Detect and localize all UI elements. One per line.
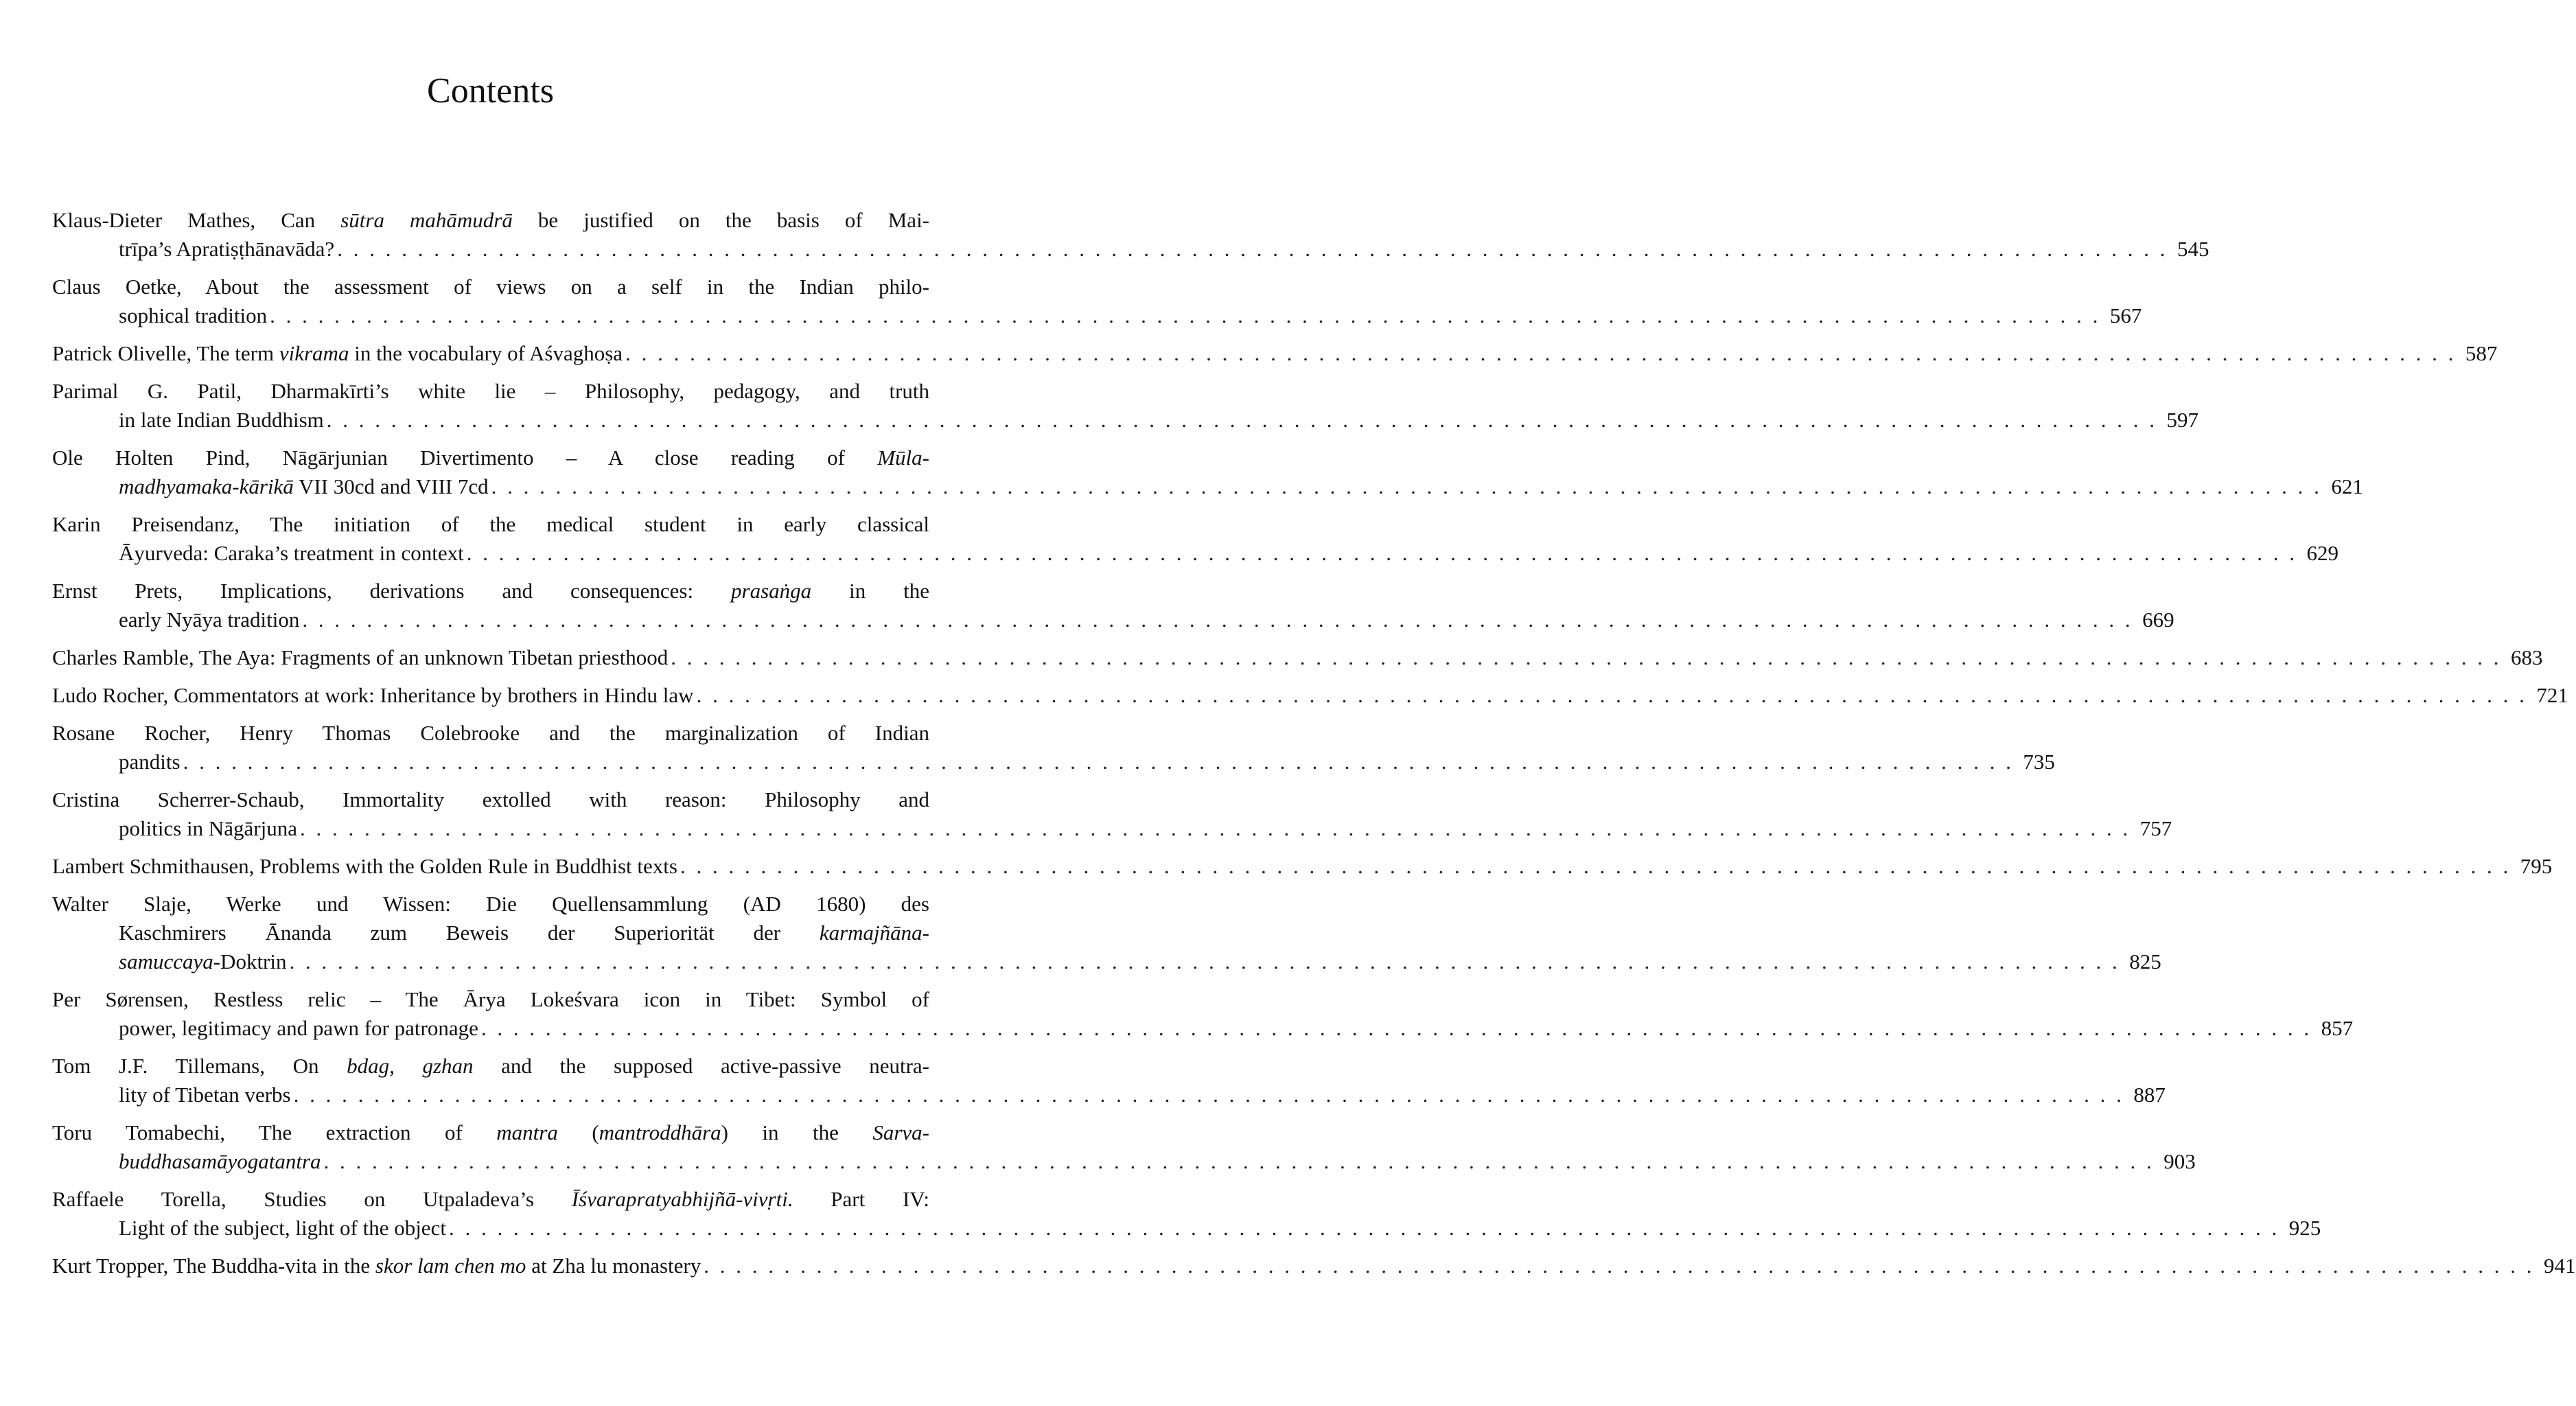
table-of-contents xyxy=(52,206,2576,1289)
dot-leader: . . . . . . . . . . . . . . . . . . . . . . . . . . . . . . . . . . . . . . . . . . . . . . . . . . . . . . . . . . . . . . . . . . . . . . . . . . . . . . . . . . . . . . . . . . . . . . . . . . . . . . . . . . . . . . . . . . xyxy=(300,816,2131,840)
text-segment: sophical tradition xyxy=(119,303,268,327)
toc-entry-final-line xyxy=(52,406,2199,435)
text-segment: in the xyxy=(811,579,929,603)
italic-title-segment: skor lam chen mo xyxy=(375,1254,526,1278)
page-number: 669 xyxy=(2142,608,2174,632)
dot-leader: . . . . . . . . . . . . . . . . . . . . . . . . . . . . . . . . . . . . . . . . . . . . . . . . . . . . . . . . . . . . . . . . . . . . . . . . . . . . . . . . . . . . . . . . . . . . . . . . . . . . . . . . . . . . . . . . . . xyxy=(183,750,2014,774)
text-segment: pandits xyxy=(119,750,181,774)
toc-entry-final-line xyxy=(52,1147,2196,1176)
toc-entry-final-line xyxy=(52,681,2568,710)
toc-entry-text xyxy=(119,748,181,776)
page-number: 621 xyxy=(2331,474,2363,498)
toc-entry-final-line xyxy=(52,235,2209,264)
text-segment: in late Indian Buddhism xyxy=(119,408,324,432)
toc-entry-line xyxy=(52,719,929,748)
toc-entry-line xyxy=(52,510,929,539)
text-segment: Rosane Rocher, Henry Thomas Colebrooke and the marginalization of Indian xyxy=(52,721,929,745)
italic-title-segment: prasaṅga xyxy=(731,579,812,603)
text-segment: Kaschmirers Ānanda zum Beweis der Superiorität der xyxy=(119,921,820,945)
italic-title-segment: mantra xyxy=(496,1120,558,1144)
page-number: 757 xyxy=(2139,816,2172,840)
toc-entry-text xyxy=(119,472,489,501)
text-segment: VII 30cd and VIII 7cd xyxy=(293,474,489,498)
toc-entry-text xyxy=(119,947,287,976)
toc-entry-text xyxy=(119,814,297,843)
toc-entry-line xyxy=(52,577,929,606)
dot-leader: . . . . . . . . . . . . . . . . . . . . . . . . . . . . . . . . . . . . . . . . . . . . . . . . . . . . . . . . . . . . . . . . . . . . . . . . . . . . . . . . . . . . . . . . . . . . . . . . . . . . . . . . . . . . . . . . . . xyxy=(293,1083,2124,1107)
text-segment: ) in the xyxy=(721,1120,873,1144)
toc-entry xyxy=(52,443,2363,501)
text-segment: Parimal G. Patil, Dharmakīrti’s white lie – Philosophy, pedagogy, and truth xyxy=(52,379,929,403)
italic-title-segment: buddhasamāyogatantra xyxy=(119,1149,321,1173)
toc-entry-line xyxy=(52,443,929,472)
toc-entry xyxy=(52,681,2568,710)
toc-entry xyxy=(52,719,2055,776)
toc-entry-line xyxy=(52,1185,929,1214)
toc-entry xyxy=(52,206,2209,264)
page-title: Contents xyxy=(427,71,554,111)
text-segment: at Zha lu monastery xyxy=(526,1254,701,1278)
text-segment: power, legitimacy and pawn for patronage xyxy=(119,1016,478,1040)
text-segment: early Nyāya tradition xyxy=(119,608,300,632)
toc-entry xyxy=(52,852,2553,881)
toc-entry-line xyxy=(52,273,929,301)
page-number: 629 xyxy=(2306,541,2339,565)
page-number: 683 xyxy=(2510,645,2543,669)
text-segment: Per Sørensen, Restless relic – The Ārya Lokeśvara icon in Tibet: Symbol of xyxy=(52,987,929,1011)
toc-entry-final-line xyxy=(52,539,2339,568)
dot-leader: . . . . . . . . . . . . . . . . . . . . . . . . . . . . . . . . . . . . . . . . . . . . . . . . . . . . . . . . . . . . . . . . . . . . . . . . . . . . . . . . . . . . . . . . . . . . . . . . . . . . . . . . . . . . . . . . . . xyxy=(289,949,2120,973)
toc-entry-line xyxy=(52,785,929,814)
toc-entry xyxy=(52,643,2543,672)
toc-entry-final-line xyxy=(52,472,2363,501)
text-segment: Karin Preisendanz, The initiation of the medical student in early classical xyxy=(52,512,929,536)
toc-entry-text xyxy=(52,1252,701,1280)
text-segment: lity of Tibetan verbs xyxy=(119,1083,291,1107)
toc-entry-text xyxy=(119,1147,321,1176)
italic-title-segment: mantroddhāra xyxy=(599,1120,721,1144)
toc-entry-text xyxy=(52,681,694,710)
dot-leader: . . . . . . . . . . . . . . . . . . . . . . . . . . . . . . . . . . . . . . . . . . . . . . . . . . . . . . . . . . . . . . . . . . . . . . . . . . . . . . . . . . . . . . . . . . . . . . . . . . . . . . . . . . . . . . . . . . xyxy=(680,854,2511,878)
page-number: 735 xyxy=(2023,750,2055,774)
toc-entry-text xyxy=(52,852,677,881)
italic-title-segment: vikrama xyxy=(279,341,349,365)
text-segment: Ludo Rocher, Commentators at work: Inheritance by brothers in Hindu law xyxy=(52,683,694,707)
text-segment: Claus Oetke, About the assessment of views on a self in the Indian philo- xyxy=(52,275,929,299)
toc-entry-final-line xyxy=(52,339,2498,368)
toc-entry-text xyxy=(119,1014,478,1043)
italic-title-segment: Sarva- xyxy=(872,1120,929,1144)
dot-leader: . . . . . . . . . . . . . . . . . . . . . . . . . . . . . . . . . . . . . . . . . . . . . . . . . . . . . . . . . . . . . . . . . . . . . . . . . . . . . . . . . . . . . . . . . . . . . . . . . . . . . . . . . . . . . . . . . . xyxy=(326,408,2158,432)
page-number: 825 xyxy=(2129,949,2161,973)
toc-entry-final-line xyxy=(52,814,2172,843)
text-segment: Charles Ramble, The Aya: Fragments of an unknown Tibetan priesthood xyxy=(52,645,669,669)
dot-leader: . . . . . . . . . . . . . . . . . . . . . . . . . . . . . . . . . . . . . . . . . . . . . . . . . . . . . . . . . . . . . . . . . . . . . . . . . . . . . . . . . . . . . . . . . . . . . . . . . . . . . . . . . . . . . . . . . . xyxy=(337,237,2168,261)
dot-leader: . . . . . . . . . . . . . . . . . . . . . . . . . . . . . . . . . . . . . . . . . . . . . . . . . . . . . . . . . . . . . . . . . . . . . . . . . . . . . . . . . . . . . . . . . . . . . . . . . . . . . . . . . . . . . . . . . . xyxy=(270,303,2101,327)
text-segment: be justified on the basis of Mai- xyxy=(512,208,930,232)
dot-leader: . . . . . . . . . . . . . . . . . . . . . . . . . . . . . . . . . . . . . . . . . . . . . . . . . . . . . . . . . . . . . . . . . . . . . . . . . . . . . . . . . . . . . . . . . . . . . . . . . . . . . . . . . . . . . . . . . . xyxy=(448,1216,2280,1240)
toc-entry-final-line xyxy=(52,748,2055,776)
page-number: 903 xyxy=(2163,1149,2196,1173)
toc-entry-final-line xyxy=(52,301,2142,330)
page-number: 941 xyxy=(2544,1254,2576,1278)
toc-entry-line xyxy=(52,985,929,1014)
page-number: 597 xyxy=(2166,408,2199,432)
page-number: 887 xyxy=(2133,1083,2166,1107)
text-segment: Toru Tomabechi, The extraction of xyxy=(52,1120,497,1144)
toc-entry-line xyxy=(52,1052,929,1081)
toc-entry-final-line xyxy=(52,1252,2576,1280)
toc-entry-final-line xyxy=(52,643,2543,672)
italic-title-segment: madhyamaka-kārikā xyxy=(119,474,294,498)
toc-entry-final-line xyxy=(52,1081,2166,1109)
italic-title-segment: bdag, gzhan xyxy=(347,1054,474,1078)
toc-entry-text xyxy=(52,643,668,672)
italic-title-segment: Īśvarapratyabhijñā-vivṛti. xyxy=(571,1187,793,1211)
text-segment: Cristina Scherrer-Schaub, Immortality extolled with reason: Philosophy and xyxy=(52,787,929,811)
toc-entry-text xyxy=(119,301,267,330)
toc-entry xyxy=(52,1118,2196,1176)
italic-title-segment: sūtra mahāmudrā xyxy=(340,208,513,232)
dot-leader: . . . . . . . . . . . . . . . . . . . . . . . . . . . . . . . . . . . . . . . . . . . . . . . . . . . . . . . . . . . . . . . . . . . . . . . . . . . . . . . . . . . . . . . . . . . . . . . . . . . . . . . . . . . . . . . . . . xyxy=(323,1149,2155,1173)
toc-entry-final-line xyxy=(52,606,2174,634)
page-number: 857 xyxy=(2321,1016,2354,1040)
toc-entry-line xyxy=(52,206,929,235)
text-segment: Lambert Schmithausen, Problems with the Golden Rule in Buddhist texts xyxy=(52,854,677,878)
text-segment: in the vocabulary of Aśvaghoṣa xyxy=(349,341,623,365)
toc-entry xyxy=(52,1185,2321,1243)
text-segment: Kurt Tropper, The Buddha-vita in the xyxy=(52,1254,375,1278)
dot-leader: . . . . . . . . . . . . . . . . . . . . . . . . . . . . . . . . . . . . . . . . . . . . . . . . . . . . . . . . . . . . . . . . . . . . . . . . . . . . . . . . . . . . . . . . . . . . . . . . . . . . . . . . . . . . . . . . . . xyxy=(466,541,2297,565)
toc-entry-text xyxy=(119,1081,291,1109)
toc-entry-final-line xyxy=(52,1014,2354,1043)
toc-entry xyxy=(52,785,2172,843)
toc-entry-text xyxy=(119,1214,446,1243)
text-segment: politics in Nāgārjuna xyxy=(119,816,297,840)
toc-entry-text xyxy=(119,539,464,568)
toc-entry-final-line xyxy=(52,852,2553,881)
toc-entry-text xyxy=(119,406,324,435)
toc-entry xyxy=(52,1052,2166,1109)
text-segment: Light of the subject, light of the object xyxy=(119,1216,446,1240)
toc-entry xyxy=(52,510,2339,568)
italic-title-segment: karmajñāna- xyxy=(819,921,929,945)
toc-entry xyxy=(52,577,2174,634)
page-number: 587 xyxy=(2465,341,2498,365)
dot-leader: . . . . . . . . . . . . . . . . . . . . . . . . . . . . . . . . . . . . . . . . . . . . . . . . . . . . . . . . . . . . . . . . . . . . . . . . . . . . . . . . . . . . . . . . . . . . . . . . . . . . . . . . . . . . . . . . . . xyxy=(704,1254,2535,1278)
dot-leader: . . . . . . . . . . . . . . . . . . . . . . . . . . . . . . . . . . . . . . . . . . . . . . . . . . . . . . . . . . . . . . . . . . . . . . . . . . . . . . . . . . . . . . . . . . . . . . . . . . . . . . . . . . . . . . . . . . xyxy=(671,645,2502,669)
italic-title-segment: samuccaya xyxy=(119,949,213,973)
text-segment: trīpa’s Apratiṣṭhānavāda? xyxy=(119,237,335,261)
toc-entry-final-line xyxy=(52,1214,2321,1243)
text-segment: Klaus-Dieter Mathes, Can xyxy=(52,208,341,232)
dot-leader: . . . . . . . . . . . . . . . . . . . . . . . . . . . . . . . . . . . . . . . . . . . . . . . . . . . . . . . . . . . . . . . . . . . . . . . . . . . . . . . . . . . . . . . . . . . . . . . . . . . . . . . . . . . . . . . . . . xyxy=(302,608,2133,632)
toc-entry-line xyxy=(52,1118,929,1147)
toc-entry-text xyxy=(119,235,334,264)
dot-leader: . . . . . . . . . . . . . . . . . . . . . . . . . . . . . . . . . . . . . . . . . . . . . . . . . . . . . . . . . . . . . . . . . . . . . . . . . . . . . . . . . . . . . . . . . . . . . . . . . . . . . . . . . . . . . . . . . . xyxy=(491,474,2322,498)
dot-leader: . . . . . . . . . . . . . . . . . . . . . . . . . . . . . . . . . . . . . . . . . . . . . . . . . . . . . . . . . . . . . . . . . . . . . . . . . . . . . . . . . . . . . . . . . . . . . . . . . . . . . . . . . . . . . . . . . . xyxy=(625,341,2457,365)
text-segment: -Doktrin xyxy=(213,949,287,973)
text-segment: Ernst Prets, Implications, derivations and consequences: xyxy=(52,579,732,603)
page-number: 795 xyxy=(2520,854,2553,878)
toc-entry-final-line xyxy=(52,947,2161,976)
page-number: 925 xyxy=(2288,1216,2321,1240)
page-number: 721 xyxy=(2536,683,2568,707)
text-segment: Raffaele Torella, Studies on Utpaladeva’s xyxy=(52,1187,572,1211)
toc-entry xyxy=(52,377,2199,435)
text-segment: Walter Slaje, Werke und Wissen: Die Quellensammlung (AD 1680) des xyxy=(52,892,929,916)
text-segment: Part IV: xyxy=(793,1187,929,1211)
text-segment: Ole Holten Pind, Nāgārjunian Divertimento – A close reading of xyxy=(52,446,878,470)
text-segment: ( xyxy=(557,1120,599,1144)
text-segment: Patrick Olivelle, The term xyxy=(52,341,279,365)
toc-entry xyxy=(52,890,2161,976)
page-number: 545 xyxy=(2177,237,2209,261)
toc-entry-line xyxy=(52,919,929,947)
toc-entry-line xyxy=(52,890,929,919)
italic-title-segment: Mūla- xyxy=(877,446,929,470)
toc-entry xyxy=(52,1252,2576,1280)
toc-entry xyxy=(52,273,2142,330)
page-number: 567 xyxy=(2109,303,2142,327)
toc-entry xyxy=(52,985,2354,1043)
text-segment: Tom J.F. Tillemans, On xyxy=(52,1054,347,1078)
text-segment: Āyurveda: Caraka’s treatment in context xyxy=(119,541,464,565)
dot-leader: . . . . . . . . . . . . . . . . . . . . . . . . . . . . . . . . . . . . . . . . . . . . . . . . . . . . . . . . . . . . . . . . . . . . . . . . . . . . . . . . . . . . . . . . . . . . . . . . . . . . . . . . . . . . . . . . . . xyxy=(480,1016,2312,1040)
toc-entry-line xyxy=(52,377,929,406)
toc-entry xyxy=(52,339,2498,368)
text-segment: and the supposed active-passive neutra- xyxy=(473,1054,929,1078)
dot-leader: . . . . . . . . . . . . . . . . . . . . . . . . . . . . . . . . . . . . . . . . . . . . . . . . . . . . . . . . . . . . . . . . . . . . . . . . . . . . . . . . . . . . . . . . . . . . . . . . . . . . . . . . . . . . . . . . . . xyxy=(696,683,2527,707)
toc-entry-text xyxy=(119,606,299,634)
toc-entry-text xyxy=(52,339,623,368)
